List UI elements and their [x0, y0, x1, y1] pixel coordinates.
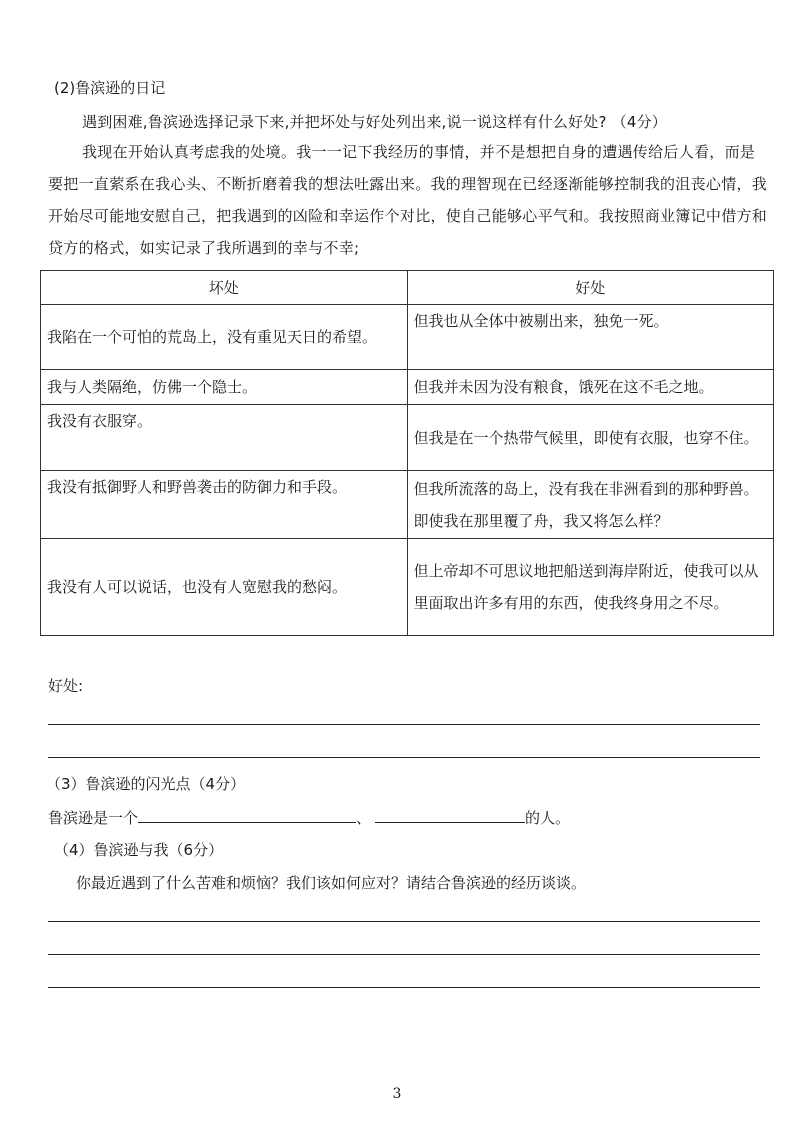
table-row [41, 370, 774, 405]
table-cell-bad: 我与人类隔绝，仿佛一个隐士。 [41, 370, 408, 405]
answer-line[interactable] [48, 987, 760, 988]
table-cell-bad: 我没有衣服穿。 [41, 405, 408, 471]
section2-question: 遇到困难,鲁滨逊选择记录下来,并把坏处与好处列出来,说一说这样有什么好处? （4分） [82, 113, 667, 131]
page-number: 3 [392, 1086, 402, 1102]
section3-suffix: 的人。 [525, 809, 571, 827]
table-cell-bad: 我没有人可以说话，也没有人宽慰我的愁闷。 [41, 539, 408, 636]
answer-line[interactable] [48, 757, 760, 758]
table-cell-bad: 我陷在一个可怕的荒岛上，没有重见天日的希望。 [41, 305, 408, 370]
table-cell-good: 但我所流落的岛上，没有我在非洲看到的那种野兽。即使我在那里覆了舟，我又将怎么样？ [407, 471, 774, 539]
table-cell-bad: 我没有抵御野人和野兽袭击的防御力和手段。 [41, 471, 408, 539]
section4-heading: （4）鲁滨逊与我（6分） [54, 841, 224, 859]
answer-line[interactable] [48, 954, 760, 955]
table-cell-good: 但我并未因为没有粮食，饿死在这不毛之地。 [407, 370, 774, 405]
table-cell-good: 但我是在一个热带气候里，即使有衣服，也穿不住。 [407, 405, 774, 471]
section2-heading: (2)鲁滨逊的日记 [54, 79, 166, 97]
section3-prefix: 鲁滨逊是一个 [48, 809, 139, 827]
table-row [41, 539, 774, 636]
section4-question: 你最近遇到了什么苦难和烦恼？我们该如何应对？请结合鲁滨逊的经历谈谈。 [76, 874, 587, 892]
table-row [41, 405, 774, 471]
answer-line[interactable] [48, 724, 760, 725]
fill-blank-2[interactable] [375, 806, 525, 823]
answer-line[interactable] [48, 921, 760, 922]
answer2-label: 好处: [48, 677, 84, 695]
table-cell-good: 但我也从全体中被剔出来，独免一死。 [407, 305, 774, 370]
table-header-row [41, 271, 774, 305]
section3-heading: （3）鲁滨逊的闪光点（4分） [46, 775, 246, 793]
fill-blank-1[interactable] [138, 806, 356, 823]
comparison-table [40, 270, 774, 636]
section3-separator: 、 [356, 809, 372, 827]
table-row [41, 471, 774, 539]
section2-passage: 我现在开始认真考虑我的处境。我一一记下我经历的事情，并不是想把自身的遭遇传给后人看，而是要把一直萦系在我心头、不断折磨着我的想法吐露出来。我的理智现在已经逐渐能够控制我的沮丧心情，我开始尽可能地安慰自己，把我遇到的凶险和幸运作个对比，使自己能够心平气和。我按照商业簿记中借方和贷方的格式，如实记录了我所遇到的幸与不幸; [48, 143, 768, 257]
table-cell-good: 但上帝却不可思议地把船送到海岸附近，使我可以从里面取出许多有用的东西，使我终身用之不尽。 [407, 539, 774, 636]
table-header-good: 好处 [407, 271, 774, 305]
section3-sentence [48, 806, 570, 828]
table-row [41, 305, 774, 370]
table-header-bad: 坏处 [41, 271, 408, 305]
